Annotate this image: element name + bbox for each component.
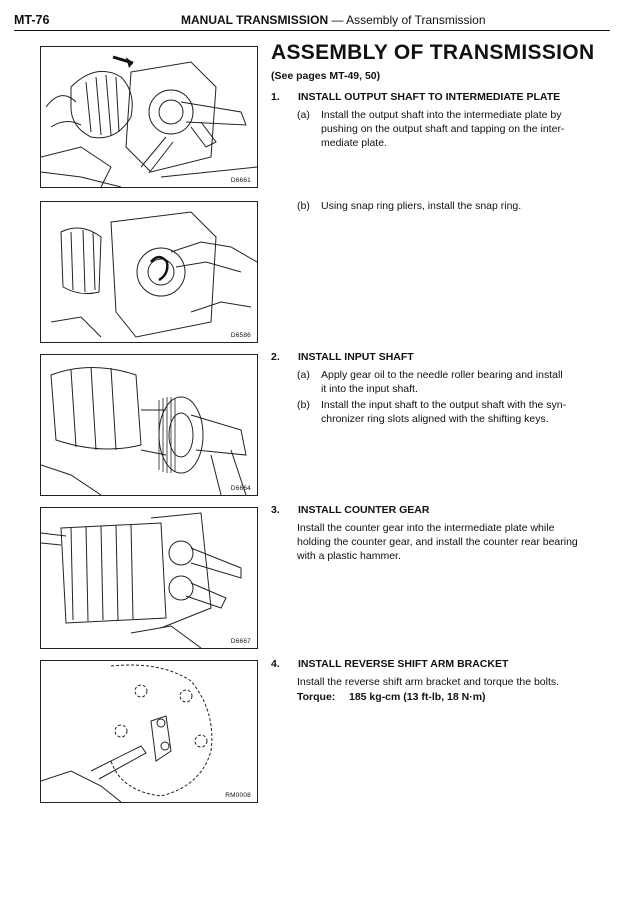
torque-value: 185 kg-cm (13 ft-lb, 18 N·m) [349, 691, 486, 703]
step-number: 3. [271, 504, 280, 516]
step-1b [297, 199, 597, 213]
step-4-text [297, 675, 597, 689]
step-title: INSTALL REVERSE SHIFT ARM BRACKET [298, 658, 509, 670]
step-title: INSTALL INPUT SHAFT [298, 351, 414, 363]
figure-id: D6664 [230, 485, 251, 492]
sub-line: Apply gear oil to the needle roller bearing and install [321, 369, 563, 381]
sub-line: pushing on the output shaft and tapping on the inter- [321, 123, 565, 135]
section-title-bold: MANUAL TRANSMISSION [181, 13, 329, 27]
sub-letter: (a) [297, 369, 310, 381]
para-line: Install the reverse shift arm bracket and torque the bolts. [297, 676, 560, 688]
sub-line: it into the input shaft. [321, 383, 418, 395]
step-1-heading [271, 91, 560, 103]
figure-snap-ring [40, 201, 258, 343]
para-line: with a plastic hammer. [297, 550, 401, 562]
page-number: MT-76 [14, 13, 50, 27]
sub-line: Install the output shaft into the intermediate plate by [321, 109, 562, 121]
step-number: 2. [271, 351, 280, 363]
step-number: 4. [271, 658, 280, 670]
illustration-output-shaft [41, 47, 257, 187]
figure-reverse-shift-arm [40, 660, 258, 803]
para-line: Install the counter gear into the intermediate plate while [297, 522, 555, 534]
step-number: 1. [271, 91, 280, 103]
step-title: INSTALL OUTPUT SHAFT TO INTERMEDIATE PLATE [298, 91, 561, 103]
step-2a [297, 368, 597, 396]
illustration-reverse-shift-arm [41, 661, 257, 802]
step-3-text [297, 521, 597, 563]
sub-letter: (b) [297, 399, 310, 411]
figure-id: D6667 [230, 638, 251, 645]
step-2b [297, 398, 597, 426]
step-4-heading [271, 658, 508, 670]
illustration-snap-ring [41, 202, 257, 342]
figure-id: RM0008 [225, 792, 251, 799]
torque-label: Torque: [297, 691, 336, 703]
figure-counter-gear [40, 507, 258, 649]
illustration-input-shaft [41, 355, 257, 495]
figure-id: D6586 [230, 332, 251, 339]
sub-letter: (a) [297, 109, 310, 121]
page-reference: (See pages MT-49, 50) [271, 70, 381, 82]
torque-spec [297, 691, 486, 703]
step-2-heading [271, 351, 414, 363]
illustration-counter-gear [41, 508, 257, 648]
section-title [181, 13, 486, 27]
section-title-rest: — Assembly of Transmission [328, 13, 486, 27]
figure-id: D6661 [230, 177, 251, 184]
step-1a [297, 108, 597, 150]
para-line: holding the counter gear, and install the counter rear bearing [297, 536, 578, 548]
figure-output-shaft [40, 46, 258, 188]
sub-line: Using snap ring pliers, install the snap ring. [321, 200, 522, 212]
sub-line: mediate plate. [321, 137, 387, 149]
step-title: INSTALL COUNTER GEAR [298, 504, 430, 516]
sub-line: chronizer ring slots aligned with the shifting keys. [321, 413, 549, 425]
sub-letter: (b) [297, 200, 310, 212]
step-3-heading [271, 504, 429, 516]
figure-input-shaft [40, 354, 258, 496]
page-title: ASSEMBLY OF TRANSMISSION [271, 41, 595, 64]
page-header [14, 12, 610, 31]
sub-line: Install the input shaft to the output shaft with the syn- [321, 399, 567, 411]
